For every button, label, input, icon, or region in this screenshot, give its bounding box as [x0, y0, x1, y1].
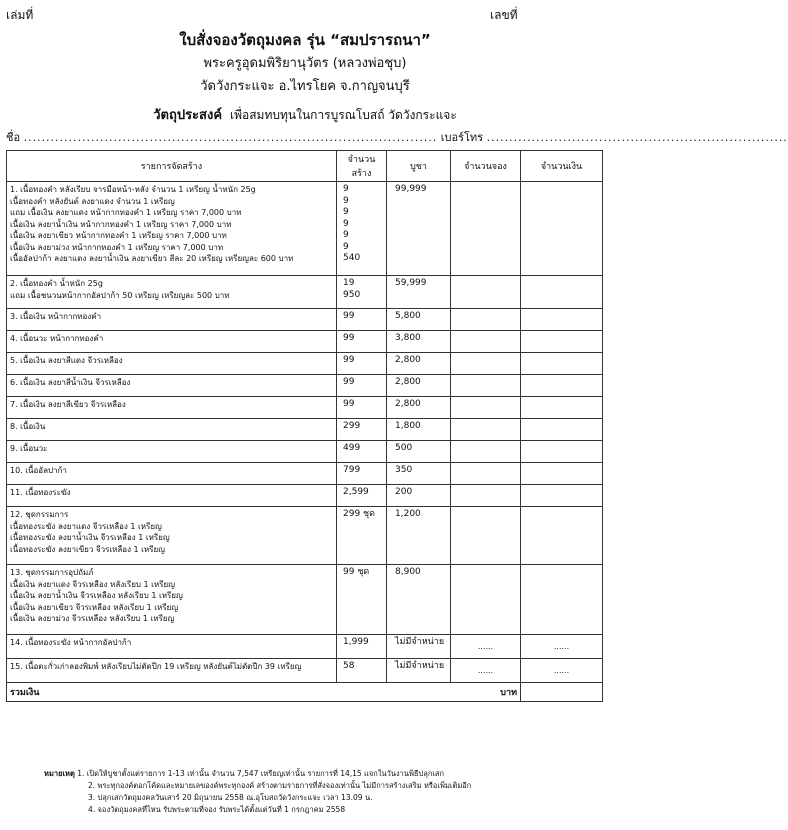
- item-quantity-line: 9: [343, 241, 349, 252]
- table-row: [7, 397, 603, 419]
- amount-cell[interactable]: [521, 397, 603, 419]
- item-quantity-line: 799: [343, 465, 361, 475]
- name-phone-line: [6, 128, 788, 146]
- phone-label: เบอร์โทร: [440, 131, 484, 144]
- item-description-line: เนื้อเงิน ลงยาม่วง หน้ากากทองคำ 1 เหรียญ ราคา 7,000 บาท: [10, 242, 224, 252]
- purpose-text: เพื่อสมทบทุนในการบูรณโบสถ์ วัดวังกระแจะ: [230, 108, 457, 122]
- item-price: [387, 309, 451, 331]
- table-row: [7, 441, 603, 463]
- item-description-line: 13. ชุดกรรมการอุปถัมภ์: [10, 568, 94, 577]
- item-description-line: เนื้อทองคำ หลังยันต์ ลงยาแดง จำนวน 1 เหรียญ: [10, 196, 175, 206]
- item-quantity-line: 99 ชุด: [343, 567, 370, 577]
- reserve-cell[interactable]: [451, 565, 521, 635]
- table-row: [7, 485, 603, 507]
- item-price: [387, 419, 451, 441]
- item-description: [7, 276, 337, 309]
- item-quantity-line: 499: [343, 443, 361, 453]
- table-row: [7, 463, 603, 485]
- reserve-cell[interactable]: ......: [451, 659, 521, 683]
- item-description: [7, 375, 337, 397]
- reserve-cell[interactable]: [451, 309, 521, 331]
- item-price: [387, 375, 451, 397]
- item-price: [387, 659, 451, 683]
- item-quantity-line: 99: [343, 311, 355, 321]
- reserve-cell[interactable]: [451, 485, 521, 507]
- item-description-line: 3. เนื้อเงิน หน้ากากทองคำ: [10, 312, 102, 321]
- item-quantity: [337, 375, 387, 397]
- item-description-line: 8. เนื้อเงิน: [10, 422, 46, 431]
- purpose-label: วัตถุประสงค์: [153, 108, 223, 123]
- item-description-line: 10. เนื้ออัลปาก้า: [10, 466, 67, 475]
- item-quantity: [337, 463, 387, 485]
- note-line: [88, 780, 603, 792]
- item-quantity-line: 99: [343, 333, 355, 343]
- item-description: [7, 397, 337, 419]
- reserve-cell[interactable]: [451, 507, 521, 565]
- reserve-cell[interactable]: [451, 419, 521, 441]
- amount-cell[interactable]: [521, 485, 603, 507]
- item-price-line: 99,999: [395, 184, 427, 194]
- item-description: [7, 309, 337, 331]
- item-price: [387, 441, 451, 463]
- item-price-line: 1,200: [395, 509, 421, 519]
- temple-name: วัดวังกระแจะ อ.ไทรโยค จ.กาญจนบุรี: [200, 79, 410, 94]
- item-description: [7, 635, 337, 659]
- table-row: [7, 419, 603, 441]
- item-price-line: ไม่มีจำหน่าย: [395, 637, 445, 647]
- item-description: [7, 419, 337, 441]
- item-description: [7, 463, 337, 485]
- item-price: [387, 463, 451, 485]
- total-amount-cell[interactable]: [521, 683, 603, 702]
- item-quantity-line: 99: [343, 399, 355, 409]
- item-price-line: ไม่มีจำหน่าย: [395, 661, 445, 671]
- col-header-price: บูชา: [387, 151, 451, 182]
- item-quantity: [337, 309, 387, 331]
- item-description: [7, 565, 337, 635]
- col-header-amount: จำนวนเงิน: [521, 151, 603, 182]
- item-quantity: [337, 397, 387, 419]
- reserve-cell[interactable]: [451, 182, 521, 276]
- table-row: [7, 331, 603, 353]
- item-price-line: 2,800: [395, 399, 421, 409]
- item-quantity: [337, 276, 387, 309]
- item-quantity-line: 9: [343, 218, 349, 229]
- item-description-line: 11. เนื้อทองระฆัง: [10, 488, 71, 497]
- item-price-line: 59,999: [395, 278, 427, 288]
- item-quantity-line: 19: [343, 278, 355, 288]
- reserve-cell[interactable]: [451, 331, 521, 353]
- table-row: [7, 659, 603, 683]
- item-quantity-line: 9: [343, 230, 349, 240]
- item-quantity-line: 540: [343, 253, 361, 263]
- table-header-row: [7, 151, 603, 182]
- item-description-line: เนื้อเงิน ลงยาเขียว จีวรเหลือง หลังเรียบ 1 เหรียญ: [10, 602, 179, 612]
- item-description: [7, 659, 337, 683]
- item-price-line: 500: [395, 443, 413, 453]
- item-quantity-line: 9: [343, 195, 349, 206]
- book-number-label: เล่มที่: [6, 8, 34, 22]
- item-description-line: เนื้อเงิน ลงยาเขียว หน้ากากทองคำ 1 เหรียญ ราคา 7,000 บาท: [10, 231, 227, 240]
- item-price: [387, 507, 451, 565]
- note-text: 2. พระทุกองค์ตอกโค้ดและหมายเลของค์พระทุกองค์ สร้างตามรายการที่สั่งจองเท่านั้น ไม่มีการสร้างเสริม หรือเพิ่มเติมอีก: [88, 781, 472, 790]
- table-row: [7, 375, 603, 397]
- amount-cell[interactable]: [521, 375, 603, 397]
- total-label: รวมเงิน: [7, 683, 451, 702]
- item-description: [7, 331, 337, 353]
- name-field[interactable]: ............................................................................................: [23, 131, 438, 144]
- item-price-line: 5,800: [395, 311, 421, 321]
- purpose-line: [0, 104, 610, 125]
- item-quantity-line: 299 ชุด: [343, 509, 375, 519]
- reserve-cell[interactable]: ......: [451, 635, 521, 659]
- item-description-line: 7. เนื้อเงิน ลงยาสีเขียว จีวรเหลือง: [10, 400, 126, 409]
- item-description-line: 5. เนื้อเงิน ลงยาสีแดง จีวรเหลือง: [10, 356, 123, 365]
- amount-cell[interactable]: [521, 353, 603, 375]
- item-description-line: 4. เนื้อนวะ หน้ากากทองคำ: [10, 334, 104, 343]
- reserve-cell[interactable]: [451, 463, 521, 485]
- amount-cell[interactable]: [521, 182, 603, 276]
- item-price-line: 350: [395, 465, 413, 475]
- notes-list: [44, 768, 603, 816]
- item-price: [387, 276, 451, 309]
- amount-cell[interactable]: [521, 441, 603, 463]
- reserve-cell[interactable]: [451, 375, 521, 397]
- table-row: [7, 353, 603, 375]
- item-description: [7, 441, 337, 463]
- item-quantity: [337, 635, 387, 659]
- item-description-line: เนื้อทองระฆัง ลงยาน้ำเงิน จีวรเหลือง 1 เหรียญ: [10, 533, 170, 542]
- note-line: [88, 792, 603, 804]
- item-description-line: 12. ชุดกรรมการ: [10, 510, 69, 519]
- table-row: [7, 507, 603, 565]
- phone-field[interactable]: ...................................................................: [486, 131, 788, 144]
- item-description-line: เนื้อทองระฆัง ลงยาแดง จีวรเหลือง 1 เหรียญ: [10, 521, 162, 531]
- item-price-line: 2,800: [395, 377, 421, 387]
- item-description-line: 15. เนื้อตะกั่วเก่าลองพิมพ์ หลังเรียบไม่ตัดปีก 19 เหรียญ หลังยันต์ไม่ตัดปีก 39 เหรียญ: [10, 662, 302, 671]
- item-price: [387, 182, 451, 276]
- amount-cell[interactable]: [521, 309, 603, 331]
- item-description-line: เนื้อเงิน ลงยาน้ำเงิน หน้ากากทองคำ 1 เหรียญ ราคา 7,000 บาท: [10, 219, 232, 229]
- item-quantity: [337, 485, 387, 507]
- item-description-line: เนื้อทองระฆัง ลงยาเขียว จีวรเหลือง 1 เหรียญ: [10, 544, 165, 554]
- item-price-line: 2,800: [395, 355, 421, 365]
- reserve-cell[interactable]: [451, 397, 521, 419]
- item-description-line: เนื้อเงิน ลงยาน้ำเงิน จีวรเหลือง หลังเรียบ 1 เหรียญ: [10, 591, 183, 600]
- item-quantity: [337, 565, 387, 635]
- table-row: [7, 565, 603, 635]
- item-description-line: 14. เนื้อทองระฆัง หน้ากากอัลปาก้า: [10, 638, 132, 647]
- item-price-line: 8,900: [395, 567, 421, 577]
- item-quantity-line: 950: [343, 289, 361, 300]
- item-price-line: 1,800: [395, 421, 421, 431]
- item-description-line: เนื้ออัลปาก้า ลงยาแดง ลงยาน้ำเงิน ลงยาเขียว สีละ 20 เหรียญ เหรียญละ 600 บาท: [10, 254, 294, 263]
- reserve-cell[interactable]: [451, 353, 521, 375]
- item-description-line: แถม เนื้อเงิน ลงยาแดง หน้ากากทองคำ 1 เหรียญ ราคา 7,000 บาท: [10, 208, 242, 217]
- item-quantity-line: 1,999: [343, 637, 369, 647]
- total-unit: บาท: [451, 683, 521, 702]
- item-price: [387, 353, 451, 375]
- note-text: 4. จองวัตถุมงคลที่ไหน รับพระตามที่จอง รับพระได้ตั้งแต่วันที่ 1 กรกฎาคม 2558: [88, 805, 346, 814]
- item-description-line: 2. เนื้อทองคำ น้ำหนัก 25g: [10, 279, 103, 288]
- note-line: [88, 804, 603, 816]
- amount-cell[interactable]: [521, 276, 603, 309]
- order-table: [6, 150, 603, 702]
- item-quantity: [337, 182, 387, 276]
- amount-cell[interactable]: [521, 419, 603, 441]
- item-quantity-line: 9: [343, 207, 349, 217]
- item-description: [7, 507, 337, 565]
- item-description-line: เนื้อเงิน ลงยาม่วง จีวรเหลือง หลังเรียบ 1 เหรียญ: [10, 614, 175, 623]
- table-row: [7, 309, 603, 331]
- item-quantity-line: 9: [343, 184, 349, 194]
- item-description-line: เนื้อเงิน ลงยาแดง จีวรเหลือง หลังเรียบ 1 เหรียญ: [10, 579, 175, 589]
- table-row: [7, 635, 603, 659]
- item-description: [7, 485, 337, 507]
- item-price-line: 3,800: [395, 333, 421, 343]
- item-quantity: [337, 441, 387, 463]
- item-quantity: [337, 353, 387, 375]
- item-price-line: 200: [395, 487, 413, 497]
- item-price: [387, 331, 451, 353]
- item-quantity-line: 99: [343, 355, 355, 365]
- col-header-reserve: จำนวนจอง: [451, 151, 521, 182]
- col-header-items: รายการจัดสร้าง: [7, 151, 337, 182]
- item-quantity-line: 58: [343, 661, 355, 671]
- item-quantity: [337, 331, 387, 353]
- amount-cell[interactable]: ......: [521, 635, 603, 659]
- amount-cell[interactable]: [521, 331, 603, 353]
- item-description: [7, 353, 337, 375]
- table-body: [7, 182, 603, 683]
- notes-label: หมายเหตุ: [44, 769, 75, 778]
- reserve-cell[interactable]: [451, 276, 521, 309]
- item-description-line: 6. เนื้อเงิน ลงยาสีน้ำเงิน จีวรเหลือง: [10, 378, 131, 387]
- item-price: [387, 565, 451, 635]
- item-description-line: 9. เนื้อนวะ: [10, 444, 48, 453]
- amount-cell[interactable]: [521, 507, 603, 565]
- item-description-line: แถม เนื้อชนวนหน้ากากอัลปาก้า 50 เหรียญ เหรียญละ 500 บาท: [10, 290, 230, 300]
- name-label: ชื่อ: [6, 131, 21, 144]
- item-quantity-line: 99: [343, 377, 355, 387]
- amount-cell[interactable]: [521, 463, 603, 485]
- reserve-cell[interactable]: [451, 441, 521, 463]
- form-title: ใบสั่งจองวัตถุมงคล รุ่น “สมปรารถนา”: [179, 31, 431, 49]
- note-text: 1. เปิดให้บูชาตั้งแต่รายการ 1-13 เท่านั้น จำนวน 7,547 เหรียญเท่านั้น รายการที่ 14,15 แจกในวันงานพิธีปลุกเสก: [77, 769, 445, 778]
- item-quantity-line: 2,599: [343, 487, 369, 497]
- item-quantity: [337, 507, 387, 565]
- note-text: 3. ปลุกเสกวัตถุมงคลวันเสาร์ 20 มิถุนายน 2558 ณ.อุโบสถวัดวังกระแจะ เวลา 13.09 น.: [88, 793, 373, 802]
- amount-cell[interactable]: ......: [521, 659, 603, 683]
- item-quantity: [337, 659, 387, 683]
- item-description-line: 1. เนื้อทองคำ หลังเรียบ จารมือหน้า-หลัง จำนวน 1 เหรียญ น้ำหนัก 25g: [10, 185, 256, 194]
- item-price: [387, 635, 451, 659]
- document-number-label: เลขที่: [490, 8, 518, 22]
- item-quantity-line: 299: [343, 421, 361, 431]
- table-row: [7, 276, 603, 309]
- col-header-quantity: จำนวนสร้าง: [337, 151, 387, 182]
- item-description: [7, 182, 337, 276]
- monk-name: พระครูอุดมพิริยานุวัตร (หลวงพ่อชุบ): [203, 56, 407, 71]
- total-row: [7, 683, 603, 702]
- item-price: [387, 397, 451, 419]
- table-row: [7, 182, 603, 276]
- note-line: [44, 768, 603, 780]
- notes-section: [44, 768, 603, 816]
- amount-cell[interactable]: [521, 565, 603, 635]
- item-quantity: [337, 419, 387, 441]
- item-price: [387, 485, 451, 507]
